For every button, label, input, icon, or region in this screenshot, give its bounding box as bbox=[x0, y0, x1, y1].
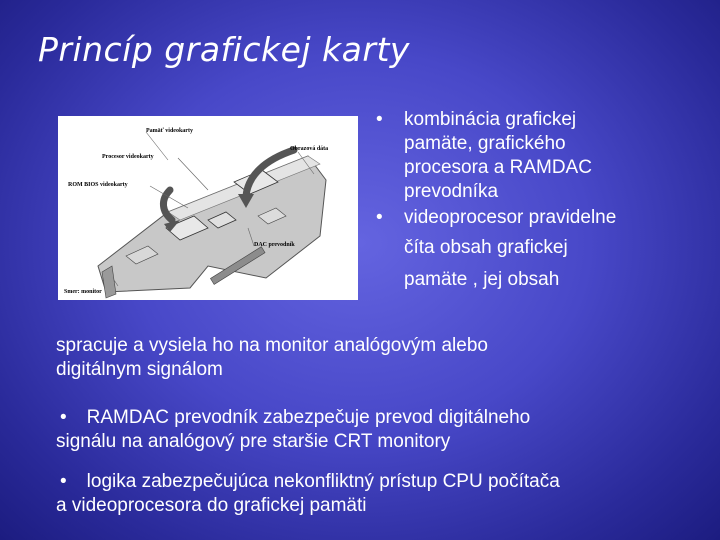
bullet-line: kombinácia grafickej bbox=[404, 109, 577, 130]
continuation-text bbox=[56, 334, 676, 382]
graphics-card-illustration bbox=[58, 116, 358, 300]
label-monitor: Smer: monitor bbox=[64, 289, 102, 295]
bullet-marker: • bbox=[376, 207, 383, 228]
label-memory: Pamäť videokarty bbox=[146, 128, 193, 134]
slide-title: Princíp grafickej karty bbox=[38, 30, 410, 69]
text-line bbox=[56, 470, 696, 494]
label-rombios: ROM BIOS videokarty bbox=[68, 182, 128, 188]
bullet-marker: • bbox=[60, 407, 67, 428]
bullet-line: pamäte , jej obsah bbox=[404, 269, 560, 290]
bottom-bullet-item bbox=[56, 406, 696, 454]
bullet-line: videoprocesor pravidelne bbox=[404, 207, 617, 228]
bullet-item bbox=[372, 206, 702, 292]
text-line: signálu na analógový pre staršie CRT monitory bbox=[56, 431, 451, 452]
text-line: digitálnym signálom bbox=[56, 359, 223, 380]
right-bullet-list bbox=[372, 108, 702, 292]
bullet-line: číta obsah grafickej bbox=[404, 237, 568, 258]
text-line: spracuje a vysiela ho na monitor analógovým alebo bbox=[56, 335, 488, 356]
bullet-line: procesora a RAMDAC bbox=[404, 157, 592, 178]
bottom-bullet-item bbox=[56, 470, 696, 518]
bullet-text: logika zabezpečujúca nekonfliktný prístup CPU počítača bbox=[86, 471, 560, 492]
bullet-marker: • bbox=[376, 109, 383, 130]
bullet-item bbox=[372, 108, 702, 204]
text-line bbox=[56, 406, 696, 430]
bullet-marker: • bbox=[60, 471, 67, 492]
label-frame-data: Obrazová dáta bbox=[290, 146, 329, 152]
label-processor: Procesor videokarty bbox=[102, 154, 154, 160]
graphics-card-drawing bbox=[58, 116, 358, 300]
text-line: a videoprocesora do grafickej pamäti bbox=[56, 495, 367, 516]
bullet-line: pamäte, grafického bbox=[404, 133, 566, 154]
bullet-line: prevodníka bbox=[404, 181, 499, 202]
pcb-board bbox=[98, 156, 326, 292]
label-dac: DAC prevodník bbox=[254, 242, 295, 248]
bullet-text: RAMDAC prevodník zabezpečuje prevod digitálneho bbox=[86, 407, 531, 428]
